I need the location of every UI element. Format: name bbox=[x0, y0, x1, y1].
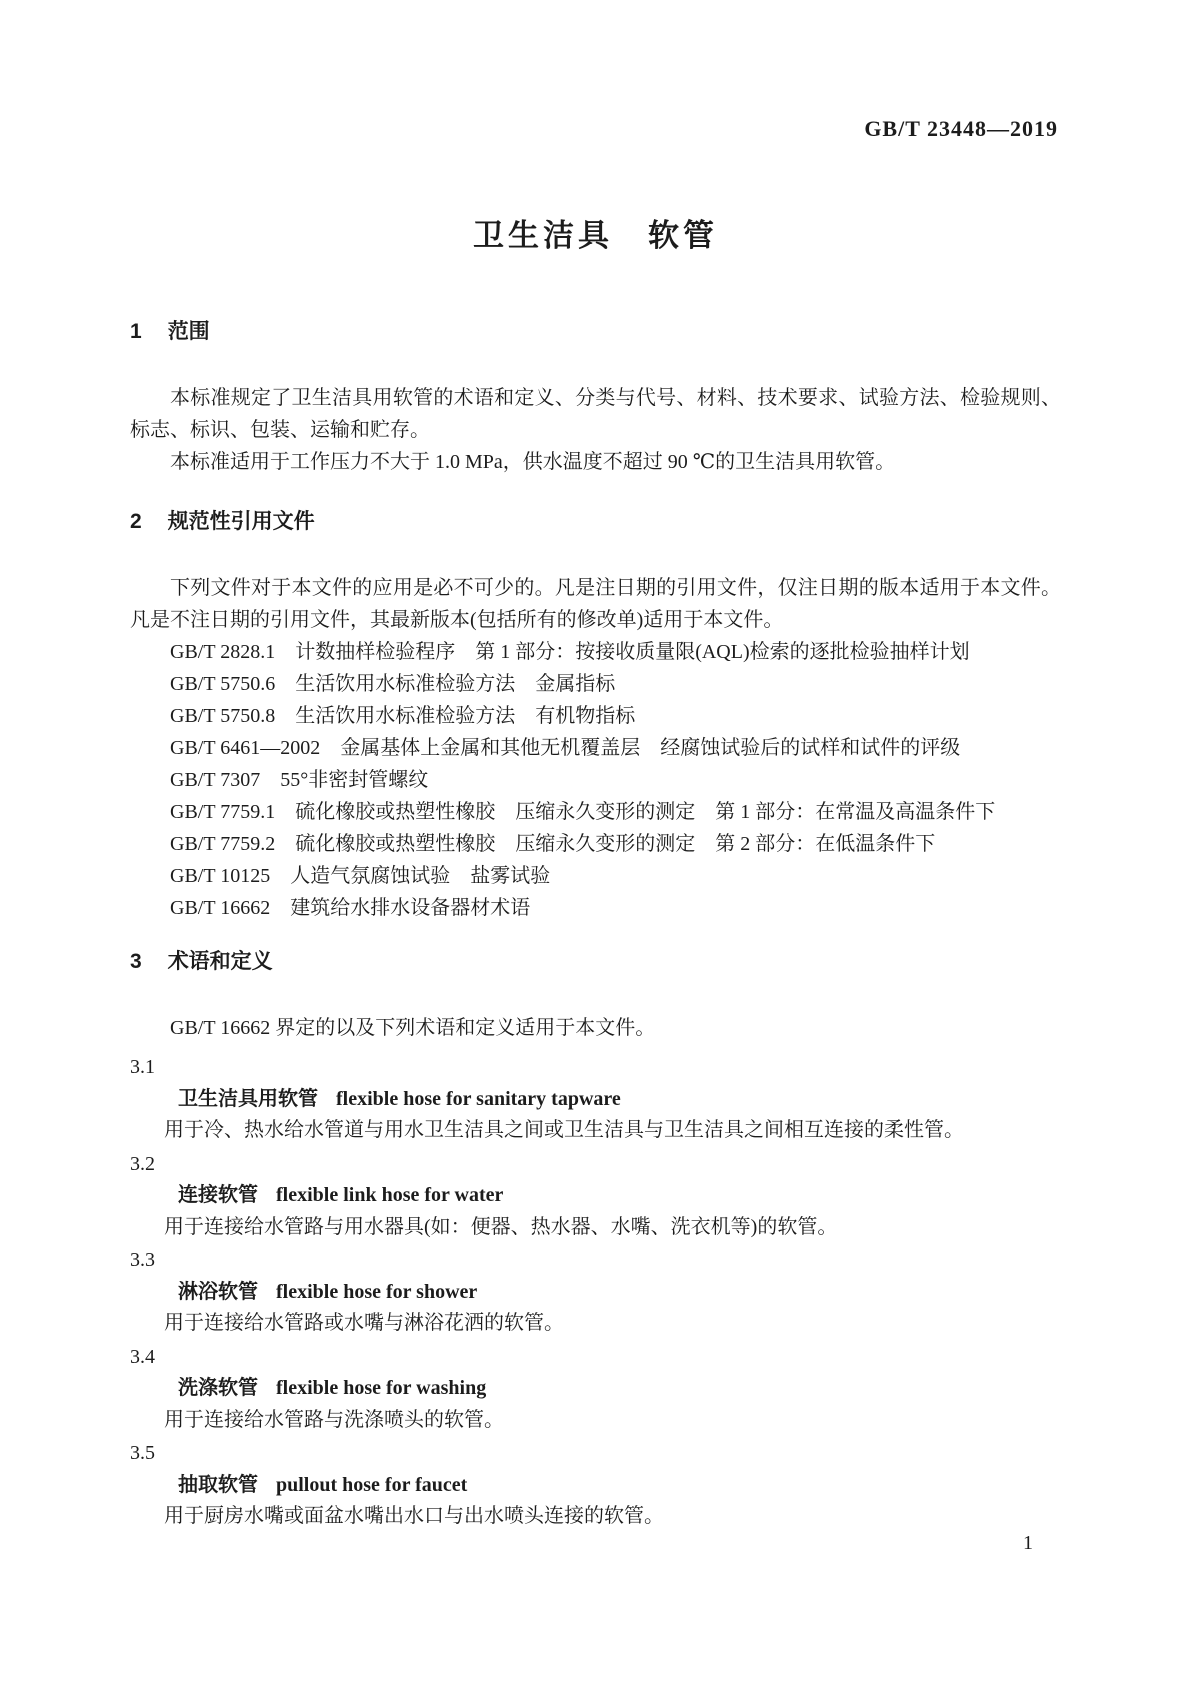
term-english: flexible hose for washing bbox=[276, 1377, 487, 1399]
document-body bbox=[130, 318, 1061, 1533]
term-number: 3.1 bbox=[130, 1056, 155, 1078]
term-definition: 用于连接给水管路与用水器具(如：便器、热水器、水嘴、洗衣机等)的软管。 bbox=[164, 1215, 838, 1238]
paragraph: 下列文件对于本文件的应用是必不可少的。凡是注日期的引用文件，仅注日期的版本适用于本文件。凡是不注日期的引用文件，其最新版本(包括所有的修改单)适用于本文件。 bbox=[130, 577, 1061, 631]
reference-list bbox=[130, 636, 1061, 924]
term-entry bbox=[130, 1342, 1061, 1437]
section-number: 2 bbox=[130, 510, 142, 533]
term-english: pullout hose for faucet bbox=[276, 1473, 468, 1496]
standard-code-header: GB/T 23448—2019 bbox=[864, 116, 1058, 141]
section-heading-terms-definitions bbox=[130, 948, 1061, 976]
term-title bbox=[130, 1084, 1061, 1116]
section-title: 规范性引用文件 bbox=[167, 510, 315, 533]
term-chinese: 抽取软管 bbox=[178, 1473, 258, 1496]
term-number: 3.2 bbox=[130, 1152, 155, 1175]
page-number: 1 bbox=[1023, 1532, 1033, 1554]
term-chinese: 淋浴软管 bbox=[178, 1280, 258, 1303]
term-title bbox=[130, 1373, 1061, 1405]
term-chinese: 连接软管 bbox=[178, 1184, 258, 1206]
term-definition: 用于连接给水管路或水嘴与淋浴花洒的软管。 bbox=[164, 1312, 564, 1334]
reference-item: GB/T 5750.6 生活饮用水标准检验方法 金属指标 bbox=[170, 673, 616, 695]
term-title bbox=[130, 1180, 1061, 1212]
terms-list bbox=[130, 1052, 1061, 1533]
term-entry bbox=[130, 1149, 1061, 1244]
term-entry bbox=[130, 1438, 1061, 1533]
term-english: flexible hose for sanitary tapware bbox=[336, 1087, 621, 1110]
reference-item: GB/T 7759.2 硫化橡胶或热塑性橡胶 压缩永久变形的测定 第 2 部分：在低温条件下 bbox=[170, 833, 936, 855]
term-entry bbox=[130, 1052, 1061, 1147]
reference-item: GB/T 10125 人造气氛腐蚀试验 盐雾试验 bbox=[170, 865, 551, 887]
section-heading-scope bbox=[130, 318, 1061, 346]
term-number: 3.3 bbox=[130, 1249, 155, 1271]
reference-item: GB/T 16662 建筑给水排水设备器材术语 bbox=[170, 897, 531, 919]
reference-item: GB/T 2828.1 计数抽样检验程序 第 1 部分：按接收质量限(AQL)检索的逐批检验抽样计划 bbox=[170, 641, 970, 663]
section-number: 3 bbox=[130, 950, 142, 973]
term-entry bbox=[130, 1245, 1061, 1340]
section-title: 术语和定义 bbox=[167, 950, 273, 973]
paragraph: GB/T 16662 界定的以及下列术语和定义适用于本文件。 bbox=[170, 1017, 656, 1039]
term-chinese: 洗涤软管 bbox=[178, 1377, 258, 1399]
paragraph: 本标准规定了卫生洁具用软管的术语和定义、分类与代号、材料、技术要求、试验方法、检验规则、标志、标识、包装、运输和贮存。 bbox=[130, 387, 1061, 441]
document-title: 卫生洁具 软管 bbox=[473, 218, 718, 253]
term-definition: 用于厨房水嘴或面盆水嘴出水口与出水喷头连接的软管。 bbox=[164, 1505, 664, 1527]
term-english: flexible link hose for water bbox=[276, 1184, 504, 1206]
term-definition: 用于连接给水管路与洗涤喷头的软管。 bbox=[164, 1408, 504, 1431]
section-title: 范围 bbox=[167, 320, 210, 343]
term-number: 3.5 bbox=[130, 1442, 155, 1464]
term-number: 3.4 bbox=[130, 1345, 155, 1368]
reference-item: GB/T 7307 55°非密封管螺纹 bbox=[170, 769, 429, 791]
reference-item: GB/T 7759.1 硫化橡胶或热塑性橡胶 压缩永久变形的测定 第 1 部分：在常温及高温条件下 bbox=[170, 801, 996, 823]
term-title bbox=[130, 1277, 1061, 1309]
term-definition: 用于冷、热水给水管道与用水卫生洁具之间或卫生洁具与卫生洁具之间相互连接的柔性管。 bbox=[164, 1119, 964, 1141]
term-chinese: 卫生洁具用软管 bbox=[178, 1087, 318, 1110]
term-english: flexible hose for shower bbox=[276, 1280, 478, 1303]
section-number: 1 bbox=[130, 320, 142, 343]
paragraph: 本标准适用于工作压力不大于 1.0 MPa，供水温度不超过 90 ℃的卫生洁具用软管。 bbox=[170, 451, 896, 473]
term-title bbox=[130, 1470, 1061, 1502]
section-heading-normative-references bbox=[130, 508, 1061, 536]
reference-item: GB/T 5750.8 生活饮用水标准检验方法 有机物指标 bbox=[170, 705, 636, 727]
reference-item: GB/T 6461—2002 金属基体上金属和其他无机覆盖层 经腐蚀试验后的试样和试件的评级 bbox=[170, 737, 961, 759]
